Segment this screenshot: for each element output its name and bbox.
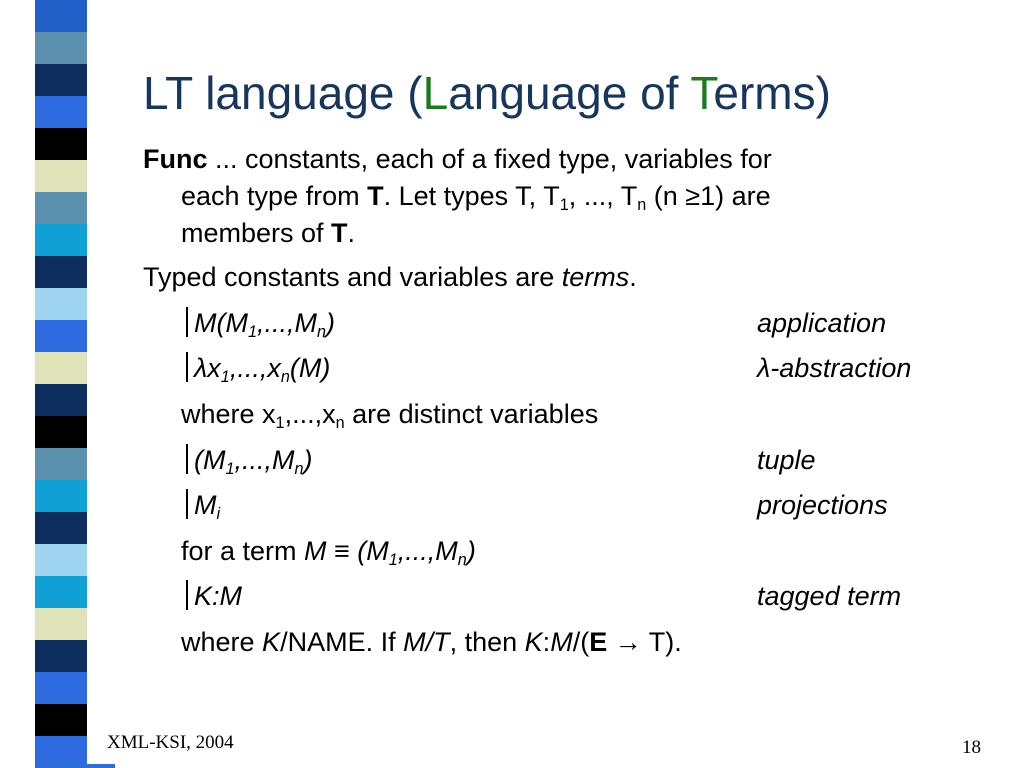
stripe-block bbox=[35, 608, 87, 640]
stripe-block bbox=[35, 64, 87, 96]
stripe-block bbox=[35, 672, 87, 704]
page-number: 18 bbox=[962, 737, 981, 758]
stripe-block bbox=[35, 704, 87, 736]
stripe-block bbox=[35, 640, 87, 672]
grammar-bar bbox=[186, 580, 188, 610]
label-application: application bbox=[757, 308, 887, 338]
footer-text: XML-KSI, 2004 bbox=[107, 732, 234, 753]
stripe-tail bbox=[35, 764, 115, 768]
typed-terms-line: Typed constants and variables are terms. bbox=[143, 262, 637, 292]
grammar-bar bbox=[186, 444, 188, 474]
grammar-bar bbox=[186, 307, 188, 337]
stripe-block bbox=[35, 160, 87, 192]
stripe-block bbox=[35, 224, 87, 256]
stripe-block bbox=[35, 512, 87, 544]
grammar-bar bbox=[186, 352, 188, 382]
slide-title: LT language (Language of Terms) bbox=[143, 67, 831, 119]
stripe-block bbox=[35, 96, 87, 128]
stripe-block bbox=[35, 288, 87, 320]
stripe-block bbox=[35, 192, 87, 224]
stripe-block bbox=[35, 480, 87, 512]
func-line-2: each type from T. Let types T, $T_1$, ..., $T_n$ (n ≥1) are bbox=[181, 181, 771, 214]
stripe-block bbox=[35, 384, 87, 416]
where-name-line: where K/NAME. If M/T, then K:M/(E → T). bbox=[181, 627, 682, 657]
for-term-line: for a term $M \equiv (M_1,...,M_n)$ bbox=[181, 536, 476, 569]
stripe-block bbox=[35, 32, 87, 64]
rule-tagged: K:M bbox=[186, 579, 242, 614]
label-tuple: tuple bbox=[757, 445, 816, 475]
label-projection: projections bbox=[757, 490, 888, 520]
stripe-block bbox=[35, 448, 87, 480]
func-line-1: Func ... constants, each of a fixed type, variables for bbox=[143, 144, 772, 174]
stripe-block bbox=[35, 416, 87, 448]
func-line-3: members of T. bbox=[181, 218, 356, 248]
label-abstraction: λ-abstraction bbox=[757, 353, 912, 383]
label-tagged: tagged term bbox=[757, 581, 902, 611]
stripe-block bbox=[35, 544, 87, 576]
stripe-block bbox=[35, 320, 87, 352]
rule-projection: $M_i$ bbox=[186, 488, 220, 523]
rule-application: $M(M_1,...,M_n)$ bbox=[186, 306, 335, 341]
stripe-block bbox=[35, 256, 87, 288]
stripe-block bbox=[35, 352, 87, 384]
where-distinct-line: where $x_1,...,x_n$ are distinct variables bbox=[181, 399, 599, 432]
rule-tuple: $(M_1,...,M_n)$ bbox=[186, 443, 313, 478]
rule-abstraction: $\lambda x_1,...,x_n(M)$ bbox=[186, 351, 330, 386]
decorative-stripe bbox=[35, 0, 87, 768]
grammar-bar bbox=[186, 489, 188, 519]
stripe-block bbox=[35, 128, 87, 160]
stripe-block bbox=[35, 576, 87, 608]
stripe-block bbox=[35, 0, 87, 32]
